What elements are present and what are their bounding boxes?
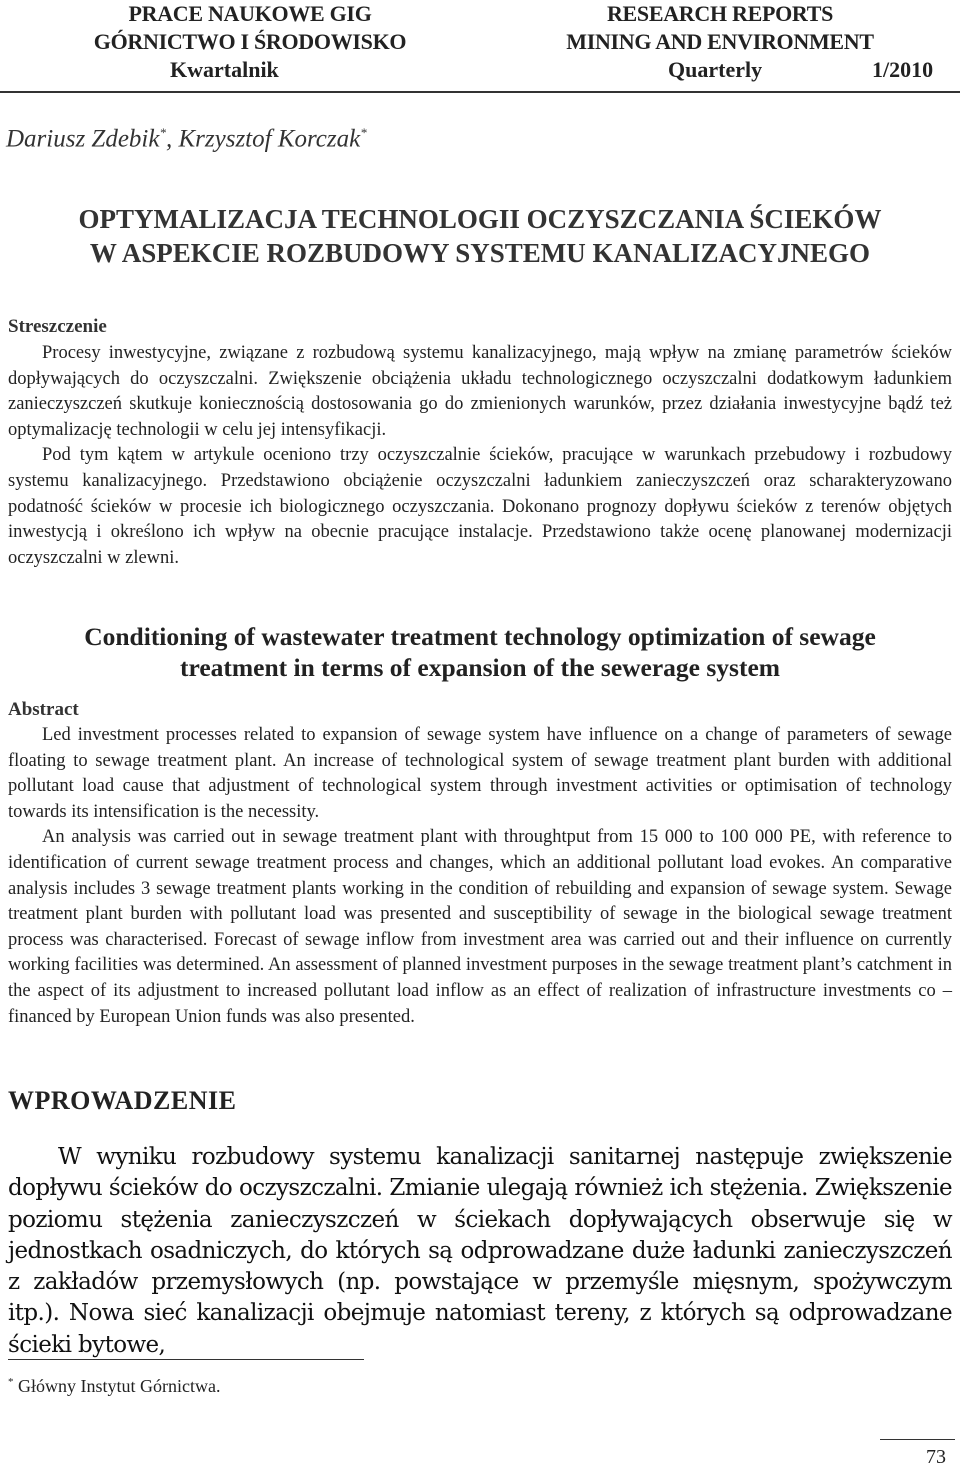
journal-frequency-en: Quarterly [668,57,763,82]
journal-name-en [500,0,940,56]
article-title-en-line2: treatment in terms of expansion of the sewerage system [179,653,781,682]
footnote [8,1376,220,1397]
article-title-pl-line2: W ASPEKCIE ROZBUDOWY SYSTEMU KANALIZACYJNEGO [89,238,871,268]
streszczenie-paragraph-1: Procesy inwestycyjne, związane z rozbudową systemu kanalizacyjnego, mają wpływ na zmianę parametrów ścieków dopływających do oczyszczalni. Zwiększenie obciążenia układu technologicznego oczyszczalni dodatkowym ładunkiem zanieczyszczeń skutkuje koniecznością dostosowania go do zmienionych warunków, przez działania inwestycyjne bądź też optymalizację technologii w celu jej intensyfikacji. [8,343,952,440]
introduction-paragraph-1: W wyniku rozbudowy systemu kanalizacji sanitarnej następuje zwiększenie dopływu ścieków do oczyszczalni. Zmianie ulegają również ich stężenia. Zwiększenie poziomu stężenia zanieczyszczeń w ściekach dopływających obserwuje się w jednostkach osadniczych, do których są odprowadzane duże ładunki zanieczyszczeń z zakładów przemysłowych (np. powstające w przemyśle mięsnym, spożywczym itp.). Nowa sieć kanalizacji obejmuje natomiast tereny, z których są odprowadzane ścieki bytowe, [8,1144,952,1358]
journal-name-pl [40,0,460,56]
author-1: Dariusz Zdebik [6,125,160,153]
journal-name-pl-line1: PRACE NAUKOWE GIG [128,1,372,26]
journal-name-pl-line2: GÓRNICTWO I ŚRODOWISKO [93,29,407,54]
abstract-heading: Abstract [8,699,79,720]
author-2-footnote-mark: * [360,125,367,140]
footnote-mark: * [8,1376,14,1388]
page-number: 73 [926,1446,946,1468]
author-separator: , [165,125,179,153]
article-title-pl [0,202,960,270]
journal-issue: 1/2010 [872,57,934,82]
introduction-heading: WPROWADZENIE [8,1086,237,1115]
footnote-divider [8,1359,364,1360]
article-title-en-line1: Conditioning of wastewater treatment technology optimization of sewage [84,622,876,651]
footnote-text: Główny Instytut Górnictwa. [13,1376,221,1396]
author-1-footnote-mark: * [159,125,166,140]
streszczenie-heading: Streszczenie [8,316,107,337]
streszczenie-body [8,341,952,571]
author-2: Krzysztof Korczak [178,125,361,153]
article-title-en [0,621,960,683]
streszczenie-paragraph-2: Pod tym kątem w artykule oceniono trzy oczyszczalnie ścieków, pracujące w warunkach przebudowy i rozbudowy systemu kanalizacyjnego. Przedstawiono obciążenie oczyszczalni ładunkiem zanieczyszczeń oraz scharakteryzowano podatność ścieków w procesie ich biologicznego oczyszczania. Dokonano prognozy dopływu ścieków z terenów objętych inwestycją i określono ich wpływ na obecnie pracujące instalacje. Przedstawiono także ocenę planowanej modernizacji oczyszczalni w zlewni. [8,445,952,568]
header-divider [0,91,960,93]
journal-name-en-line1: RESEARCH REPORTS [606,1,834,26]
abstract-paragraph-2: An analysis was carried out in sewage treatment plant with throughtput from 15 000 to 100 000 PE, with reference to identification of current sewage treatment process and changes, which an additional pollutant load evokes. An comparative analysis includes 3 sewage treatment plants working in the condition of rebuilding and expansion of sewage system. Sewage treatment plant burden with pollutant load was presented and susceptibility of sewage in the biological sewage treatment process was characterised. Forecast of sewage inflow from investment area was carried out and their influence on currently working facilities was determined. An assessment of planned investment purposes in the sewage treatment plant’s catchment in the aspect of its adjustment to increased pollutant load inflow as an effect of realization of infrastructure investments co – financed by European Union funds was also presented. [8,827,952,1027]
page-number-rule [880,1439,955,1440]
journal-name-en-line2: MINING AND ENVIRONMENT [566,29,874,54]
authors [6,125,367,153]
journal-frequency-pl: Kwartalnik [170,57,279,82]
abstract-body [8,723,952,1030]
article-title-pl-line1: OPTYMALIZACJA TECHNOLOGII OCZYSZCZANIA ŚCIEKÓW [78,204,882,234]
abstract-paragraph-1: Led investment processes related to expansion of sewage system have influence on a change of parameters of sewage floating to sewage treatment plant. An increase of technological system of sewage treatment plant burden with additional pollutant load cause that adjustment of technological system through investment activities or optimisation of technology towards its intensification is the necessity. [8,725,952,822]
introduction-body [8,1142,952,1361]
